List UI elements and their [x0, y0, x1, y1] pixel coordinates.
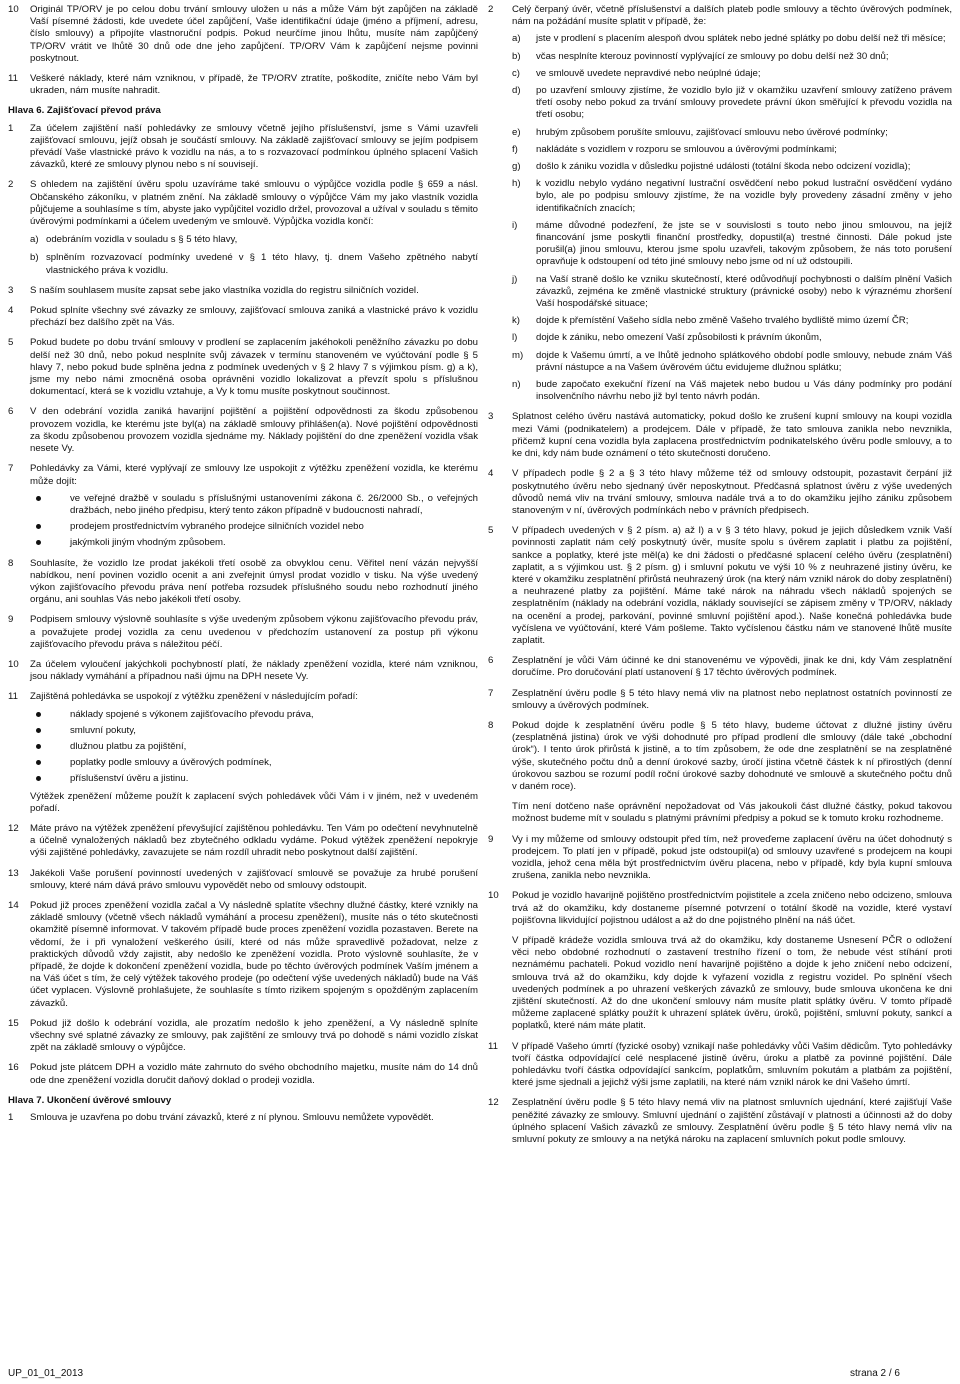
sub-item-label: b): [512, 50, 521, 62]
sub-item-l: [512, 332, 952, 344]
h6-paragraph-3: [8, 285, 478, 297]
list-item-text: prodejem prostřednictvím vybraného prodejce silničních vozidel nebo: [70, 521, 364, 533]
paragraph-number: 8: [488, 719, 494, 731]
sub-item-label: a): [512, 33, 521, 45]
footer-page-number: strana 2 / 6: [849, 1368, 900, 1379]
list-item: [30, 725, 478, 737]
paragraph-text: Souhlasíte, že vozidlo lze prodat jakékoli třetí osobě za obvyklou cenu. Věřitel není vázán nejvyšší nabídkou, není povinen vozidlo ocenit a ani zveřejnit úmysl prodat vozidlo v tisku. Na výše uvedený výkon zajišťovacího převodu práva není potřeba rozsudek příslušného soudu nebo rozhodnutí jiného orgánu, ani souhlas Vás nebo jakékoli třetí osoby.: [30, 557, 478, 606]
left-column: [8, 4, 478, 1132]
paragraph-number: 8: [8, 557, 14, 569]
h7-paragraph-7: [488, 688, 952, 712]
h7-paragraph-8: [488, 720, 952, 826]
sub-item-b: [512, 51, 952, 63]
paragraph-continuation: V případě krádeže vozidla smlouva trvá až do okamžiku, kdy dostaneme Usnesení PČR o odložení věci nebo obdobné rozhodnutí o zastavení trestního řízení o tom, že nebude vést stíhání proti neznámému pachateli. Pokud vozidlo není havarijně pojištěno a dojde k jeho zničení nebo odcizení, smlouva trvá až do okamžiku, kdy dojde k vyřazení vozidla z registru vozidel. Po splnění všech uvedených podmínek a po uhrazení veškerých závazků ze smlouvy, bude smlouva ukončena ke dni zjištění skutečností. Až do dne ukončení smlouvy nám musíte platit splátky úvěru. V tomto případě můžeme zaplacené splátky použít k uhrazení splátek úvěru, úroků, pojištění, smluvní pokuty, sankcí a poplatků, které nám máte platit.: [512, 935, 952, 1032]
sub-item-f: [512, 144, 952, 156]
sub-item-label: n): [512, 379, 521, 391]
sub-item-g: [512, 161, 952, 173]
h7-paragraph-6: [488, 655, 952, 679]
paragraph-number: 12: [488, 1097, 499, 1109]
paragraph-text: Jakékoli Vaše porušení povinností uvedených v zajišťovací smlouvě se považuje za hrubé porušení smlouvy, které nám dává právo smlouvu vypovědět nebo od smlouvy odstoupit.: [30, 867, 478, 891]
paragraph-number: 11: [8, 73, 18, 85]
sub-item-text: máme důvodné podezření, že jste se v souvislosti s touto nebo jinou smlouvou, na jejíž financování jsme poskytli finanční prostředky, dopustil(a) trestné činnosti. Dále pokud jste porušil(a) jinou smlouvu, kterou jsme spolu uzavřeli, takovým způsobem, že nás toto porušení opravňuje k odstoupení od této jiné smlouvy nebo jsme od ní už odstoupili.: [536, 219, 952, 268]
h7-paragraph-4: [488, 468, 952, 517]
paragraph-text: Zesplatnění úvěru podle § 5 této hlavy nemá vliv na platnost smluvních ujednání, které zajišťují Vaše peněžité závazky ze smlouvy. Smluvní ujednání o zajištění zůstávají v platnosti a účinnosti až do doby úplného splacení Vašich závazků ze smlouvy. Zesplatnění úvěru podle § 5 této hlavy nemá vliv na smluvní pokuty ze smlouvy a na netýká nároku na zaplacení smluvních pokut podle smlouvy.: [512, 1097, 952, 1146]
sub-item-label: a): [30, 234, 39, 246]
bullet-icon: [36, 496, 41, 501]
sub-item-text: hrubým způsobem porušíte smlouvu, zajišťovací smlouvu nebo úvěrové podmínky;: [536, 126, 888, 138]
sub-item-label: k): [512, 315, 520, 327]
h6-paragraph-8: [8, 558, 478, 607]
paragraph-text: Vy i my můžeme od smlouvy odstoupit před tím, než proveďeme zaplacení úvěru na účet dohodnutý s prodejcem. To platí jen v případě, pokud jste odstoupil(a) od smlouvy uzavřené s prodejcem na koupi vozidla, jehož cena měla být prostřednictvím úvěru placena, nebo v případě, kdy byla kupní smlouva zrušena, zanikla nebo nevznikla.: [512, 833, 952, 882]
h7-paragraph-1: [8, 1112, 478, 1124]
paragraph-number: 6: [488, 655, 494, 667]
paragraph-text: Veškeré náklady, které nám vzniknou, v případě, že TP/ORV ztratíte, poškodíte, zničíte nebo Vám byl ukraden, nám musíte nahradit.: [30, 73, 478, 97]
sub-item-text: došlo k zániku vozidla v důsledku pojistné události (totální škoda nebo odcizení vozidla);: [536, 161, 911, 173]
paragraph-text: Zajištěná pohledávka se uspokojí z výtěžku zpeněžení v následujícím pořadí:: [30, 691, 358, 703]
h7-paragraph-2: [488, 4, 952, 403]
paragraph-text: Za účelem vyloučení jakýchkoli pochybností platí, že náklady zpeněžení vozidla, které nám vzniknou, jsou náklady vymáhání a případnou naši újmu na DPH nesete Vy.: [30, 658, 478, 683]
paragraph-text: V případech uvedených v § 2 písm. a) až l) a v § 3 této hlavy, pokud je jejich důsledkem vznik Vaší povinnosti zaplatit nám celý poskytnutý úvěr, musíte spolu s úvěrem zaplatit i platbu za pojištění, sankce a poplatky, které jste měl(a) ke dni žádosti o předčasné splacení celého úvěru (zesplatnění) zaplatit, a s výjimkou ust. § 2 písm. g) i smluvní pokutu ve výši 10 % z neuhrazené jistiny úvěru, ke které v okamžiku zesplatnění přirůstá neuhrazený úrok (na který nám vznikl nárok do doby zesplatnění) a neuhrazené platby za pojištění. Máme také nárok na náhradu všech nákladů spojených se zesplatněním (náklady na odebrání vozidla, náklady související se zápisem změny v TP/ORV, náklady na ocenění a prodej, parkování, povinné smluvní pojištění apod.). Naše konečná pohledávka bude vyčíslena ve vyúčtování, které Vám pošleme. Takto vyčíslenou částku nám ve stanovené lhůtě musíte zaplatit.: [512, 525, 952, 646]
h6-paragraph-13: [8, 868, 478, 892]
paragraph-text: Pokud budete po dobu trvání smlouvy v prodlení se zaplacením jakéhokoli peněžního závazku po dobu delší než 30 dnů, nebo pokud nesplníte svůj závazek v termínu stanoveném ve vyúčtování podle § 5 hlavy 7, nebo pokud bude splněna jedna z podmínek uvedených v § 2 hlavy 7 s výjimkou písm. g) a k), jsme my nebo námi zmocněná osoba oprávněni vozidlo lokalizovat a převzít spolu s příslušnou dokumentací, která se k vozidlu vztahuje, a Vy k tomu musíte poskytnout součinnost.: [30, 337, 478, 398]
paragraph-text: Pohledávky za Vámi, které vyplývají ze smlouvy lze uspokojit z výtěžku zpeněžení vozidla, ke kterému může dojít:: [30, 463, 478, 487]
paragraph-text: Podpisem smlouvy výslovně souhlasíte s výše uvedeným způsobem výkonu zajišťovacího převodu práv, a považujete prodej vozidla za cenu uvedenou v předchozím ustanovení za postup při výkonu zajišťovacího převodu práva s náležitou péčí.: [30, 614, 478, 650]
h6-paragraph-11: [8, 691, 478, 815]
sub-item-k: [512, 315, 952, 327]
list-item-text: příslušenství úvěru a jistinu.: [70, 773, 189, 785]
sub-item-d: [512, 85, 952, 122]
bullet-icon: [36, 776, 41, 781]
sub-item-text: po uzavření smlouvy zjistíme, že vozidlo bylo již v okamžiku uzavření smlouvy zatíženo právem třetí osoby nebo pokud za trvání smlouvy provedete právní úkon směřující k převodu vozidla na třetí osobu;: [536, 85, 952, 121]
paragraph-number: 1: [8, 122, 14, 134]
paragraph-text: Celý čerpaný úvěr, včetně příslušenství a dalších plateb podle smlouvy a těchto úvěrových podmínek, nám na požádání musíte splatit v případě, že:: [512, 4, 952, 28]
list-item: [30, 537, 478, 549]
list-item-text: jakýmkoli jiným vhodným způsobem.: [70, 537, 226, 549]
paragraph-number: 12: [8, 822, 19, 834]
sub-item-m: [512, 350, 952, 374]
paragraph-number: 3: [488, 411, 494, 423]
sub-item-text: na Vaší straně došlo ke vzniku skutečností, které odůvodňují pochybnosti o dalším plnění Vašich závazků, zejména ke změně vlastnické struktury (právnické osoby) nebo k výraznému zhoršení Vaší hospodářské situace;: [536, 273, 952, 310]
h6-paragraph-4: [8, 305, 478, 329]
paragraph-text: Originál TP/ORV je po celou dobu trvání smlouvy uložen u nás a může Vám být zapůjčen na základě Vaší písemné žádosti, kde uvedete účel zapůjčení, Vaše identifikační údaje (jméno a příjmení, adresu, číslo smlouvy) a připojíte vlastnoruční podpis. Pokud neurčíme jinou lhůtu, musíte nám zapůjčený TP/ORV vrátit ve lhůtě 30 dnů ode dne jeho zapůjčení. TP/ORV Vám k zapůjčení nejsme povinni poskytnout.: [30, 4, 478, 64]
h6-paragraph-12: [8, 823, 478, 860]
sub-item-text: včas nesplníte kterouz povinností vyplývající ze smlouvy po dobu delší než 30 dnů;: [536, 50, 889, 62]
paragraph-text: Za účelem zajištění naší pohledávky ze smlouvy včetně jejího příslušenství, jsme s Vámi uzavřeli zajišťovací smlouvu, jejíž obsah je součástí smlouvy. Na základě zajišťovací smlouvy se jejím podpisem převádí Vaše vlastnické právo k vozidlu na nás, a to s rozvazovací podmínkou úplného splacení Vašich závazků, které ze smlouvy plynou nebo s ní souvisejí.: [30, 122, 478, 171]
sub-item-c: [512, 68, 952, 80]
paragraph-number: 9: [488, 833, 494, 845]
paragraph-text: V den odebrání vozidla zaniká havarijní pojištění a pojištění odpovědnosti za škodu způsobenou provozem vozidla, ke kterému jste byl(a) na základě smlouvy přihlášen(a). Nové pojištění odpovědnosti za škodu způsobenou provozem vozidla sjednáme my. Náklady pojištění do dne zpeněžení vozidla však nesete Vy.: [30, 406, 478, 455]
sub-item-h: [512, 178, 952, 215]
sub-item-label: l): [512, 332, 518, 344]
paragraph-text: V případech podle § 2 a § 3 této hlavy můžeme též od smlouvy odstoupit, pozastavit čerpání již poskytnutého úvěru nebo sjednaný úvěr neposkytnout. Předčasná splatnost úvěru z výše uvedených důvodů nemá vliv na trvání smlouvy, smlouva nadále trvá a to do okamžiku jejího zániku způsobem stanoveným v ní, úvěrových podmínkách nebo v právních předpisech.: [512, 468, 952, 516]
paragraph-text: Splatnost celého úvěru nastává automaticky, pokud došlo ke zrušení kupní smlouvy na koupi vozidla mezi Vámi (podnikatelem) a prodejcem. Dále v případě, že tato smlouva zanikla nebo nevznikla, přičemž kupní cena vozidla byla zaplacena prostřednictvím podnikatelského úvěru podle smlouvy, a to ke dni, kdy nám bude oznámení o této skutečnosti doručeno.: [512, 411, 952, 460]
bullet-icon: [36, 712, 41, 717]
bullet-icon: [36, 540, 41, 545]
footer-document-code: UP_01_01_2013: [8, 1368, 84, 1379]
paragraph-number: 2: [488, 4, 494, 15]
paragraph-number: 9: [8, 614, 14, 626]
list-item: [30, 773, 478, 785]
right-column: [488, 4, 952, 1154]
sub-item-label: m): [512, 349, 524, 361]
sub-item-e: [512, 127, 952, 139]
h6-paragraph-14: [8, 900, 478, 1010]
h6-paragraph-7: [8, 463, 478, 549]
sub-item-a: [30, 234, 478, 246]
paragraph-number: 13: [8, 867, 19, 879]
bullet-icon: [36, 728, 41, 733]
h7-paragraph-9: [488, 834, 952, 883]
list-item: [30, 709, 478, 721]
paragraph-text: Máte právo na výtěžek zpeněžení převyšující zajištěnou pohledávku. Ten Vám po odečtení nevyhnutelně a účelně vynaložených nákladů bez zbytečného odkladu vydáme. Pokud výtěžek zpeněžení nepokryje výši zajištěné pohledávky, zavazujete se nám rozdíl uhradit nebo poskytnout další zajištění.: [30, 822, 478, 859]
sub-item-text: jste v prodlení s placením alespoň dvou splátek nebo jedné splátky po dobu delší než tři měsíce;: [536, 33, 946, 45]
paragraph-number: 5: [8, 337, 14, 349]
sub-item-label: e): [512, 126, 521, 138]
list-item-text: dlužnou platbu za pojištění,: [70, 740, 187, 752]
h7-paragraph-11: [488, 1041, 952, 1090]
paragraph-continuation: Výtěžek zpeněžení můžeme použít k zaplacení svých pohledávek vůči Vám i v jiném, než v uvedeném pořadí.: [30, 790, 478, 814]
paragraph-number: 10: [8, 658, 19, 670]
paragraph-text: Smlouva je uzavřena po dobu trvání závazků, které z ní plynou. Smlouvu nemůžete vypovědět.: [30, 1112, 434, 1124]
sub-item-j: [512, 274, 952, 311]
paragraph-text: Pokud splníte všechny své závazky ze smlouvy, zajišťovací smlouva zaniká a vlastnické právo k vozidlu přechází bez dalšího zpět na Vás.: [30, 305, 478, 329]
h6-paragraph-15: [8, 1018, 478, 1055]
h7-paragraph-3: [488, 411, 952, 460]
sub-item-label: h): [512, 178, 521, 190]
paragraph-text: Pokud již proces zpeněžení vozidla začal a Vy následně splatíte všechny dlužné částky, které vznikly na základě smlouvy (včetně všech nákladů vymáhání a procesu zpeněžení), musíte nás o této skutečnosti okamžitě písemně informovat. V takovém případě bude proces zpeněžení vozidla pozastaven. Berete na vědomí, že i při vynaložení veškerého úsilí, které od nás může spravedlivě požadovat, nelze z praktických důvodů vždy zajistit, aby nedošlo ke zpeněžení vozidla. Proto výslovně souhlasíte, že v případě, že dojde k dokončení zpeněžení vozidla, bude po těchto úvěrových podmínek Vaším jménem a na Váš účet s tím, že celý výtěžek takového prodeje (po odečtení výše uvedených nákladů) bude na Váš účet vyplacen. Výslovně prohlašujete, že souhlasíte s tímto rizikem spojeným s opožděným zaplacením závazků.: [30, 899, 478, 1009]
list-item-text: náklady spojené s výkonem zajišťovacího převodu práva,: [70, 708, 314, 720]
paragraph-text: Pokud jste plátcem DPH a vozidlo máte zahrnuto do svého obchodního majetku, musíte nám do 14 dnů ode dne zpeněžení vozidla doručit daňový doklad o prodeji vozidla.: [30, 1062, 478, 1086]
bullet-icon: [36, 524, 41, 529]
paragraph-number: 7: [488, 687, 494, 699]
list-item-text: poplatky podle smlouvy a úvěrových podmínek,: [70, 757, 272, 769]
list-item-text: smluvní pokuty,: [70, 724, 136, 736]
sub-item-text: bude započato exekuční řízení na Váš majetek nebo budou u Vás dány podmínky pro podání insolvenčního návrhu nebo již byl tento návrh podán.: [536, 379, 952, 403]
sub-item-n: [512, 379, 952, 403]
paragraph-number: 14: [8, 899, 19, 911]
section-heading-6: Hlava 6. Zajišťovací převod práva: [8, 105, 161, 117]
sub-item-text: dojde k zániku, nebo omezení Vaší způsobilosti k právním úkonům,: [536, 332, 822, 344]
sub-item-label: i): [512, 219, 518, 231]
sub-item-label: c): [512, 67, 520, 79]
paragraph-number: 3: [8, 284, 14, 296]
h6-paragraph-5: [8, 337, 478, 398]
list-item: [30, 521, 478, 533]
paragraph-number: 1: [8, 1112, 14, 1124]
h7-paragraph-10: [488, 890, 952, 1032]
paragraph-text: Pokud již došlo k odebrání vozidla, ale prozatím nedošlo k jeho zpeněžení, a Vy následně splníte všechny své splatné závazky ze smlouvy, pak zajištění ze smlouvy trvá po dohodě s námi vozidlo získat zpět na základě smlouvy o výpůjčce.: [30, 1017, 478, 1054]
sub-item-text: dojde k Vašemu úmrtí, a ve lhůtě jednoho splátkového období podle smlouvy, nebude znám Váš právní nástupce a na Vašem úvěrovém účtu evidujeme dlužnou splátku;: [536, 349, 952, 373]
paragraph-number: 6: [8, 406, 14, 418]
sub-item-text: ve smlouvě uvedete nepravdivé nebo neúplné údaje;: [536, 67, 761, 79]
sub-item-text: dojde k přemístění Vašeho sídla nebo změně Vašeho trvalého bydliště mimo území ČR;: [536, 315, 909, 327]
section-heading-7: Hlava 7. Ukončení úvěrové smlouvy: [8, 1094, 172, 1106]
h6-paragraph-10: [8, 659, 478, 683]
paragraph-number: 10: [488, 890, 499, 902]
paragraph-text: Zesplatnění úvěru podle § 5 této hlavy nemá vliv na platnost nebo neplatnost ostatních povinností ze smlouvy a úvěrových podmínek.: [512, 687, 952, 711]
paragraph-text: S naším souhlasem musíte zapsat sebe jako vlastníka vozidla do registru silničních vozidel.: [30, 284, 419, 296]
bullet-icon: [36, 760, 41, 765]
sub-item-label: g): [512, 161, 521, 173]
sub-item-a: [512, 33, 952, 45]
paragraph-text: Pokud je vozidlo havarijně pojištěno prostřednictvím pojistitele a zcela zničeno nebo odcizeno, smlouva trvá až do okamžiku, kdy dostaneme písemné potvrzení o totální škodě na vozidle, které vystaví pojišťovna likvidující pojistnou událost a až do dne pojistného plnění na náš účet.: [512, 890, 952, 926]
paragraph-text: S ohledem na zajištění úvěru spolu uzavíráme také smlouvu o výpůjčce vozidla podle § 659 a násl. Občanského zákoníku, v platném znění. Na základě smlouvy o výpůjčce Vám my jako vlastník vozidla půjčujeme a souhlasíme s tím, abyste jako vypůjčitel vozidlo držel, provozoval a užíval v souladu s těmito úvěrovými podmínkami a účelem uvedeným ve smlouvě. Výpůjčka vozidla končí:: [30, 179, 478, 228]
h6-paragraph-16: [8, 1062, 478, 1086]
sub-item-text: odebráním vozidla v souladu s § 5 této hlavy,: [46, 234, 238, 246]
paragraph-number: 15: [8, 1017, 19, 1029]
paragraph-11: [8, 73, 478, 97]
sub-item-label: j): [512, 273, 518, 285]
paragraph-number: 2: [8, 179, 14, 191]
paragraph-number: 5: [488, 525, 494, 537]
paragraph-number: 7: [8, 463, 14, 475]
paragraph-number: 4: [8, 305, 14, 317]
bullet-list: [30, 493, 478, 550]
sub-item-label: f): [512, 143, 518, 155]
paragraph-10: [8, 4, 478, 65]
bullet-icon: [36, 744, 41, 749]
paragraph-number: 4: [488, 468, 494, 480]
sub-item-text: splněním rozvazovací podmínky uvedené v § 1 této hlavy, tj. dnem Vašeho zpětného nabytí vlastnického práva k vozidlu.: [46, 252, 478, 276]
list-item: [30, 493, 478, 517]
sub-item-text: nakládáte s vozidlem v rozporu se smlouvou a úvěrovými podmínkami;: [536, 143, 837, 155]
bullet-list: [30, 709, 478, 786]
h7-paragraph-5: [488, 525, 952, 647]
paragraph-text: Zesplatnění je vůči Vám účinné ke dni stanovenému ve výpovědi, jinak ke dni, kdy Vám zesplatnění doručíme. Pro doručování platí ustanovení § 17 těchto úvěrových podmínek.: [512, 655, 952, 679]
sub-item-b: [30, 252, 478, 276]
list-item-text: ve veřejné dražbě v souladu s příslušnými ustanoveními zákona č. 26/2000 Sb., o veřejných dražbách, nebo jiného předpisu, který tento zákon případně v budoucnosti nahradí,: [70, 492, 478, 516]
list-item: [30, 741, 478, 753]
paragraph-number: 10: [8, 4, 19, 15]
h6-paragraph-1: [8, 123, 478, 172]
h6-paragraph-9: [8, 614, 478, 651]
h7-paragraph-12: [488, 1097, 952, 1146]
paragraph-continuation: Tím není dotčeno naše oprávnění nepožadovat od Vás jakoukoli část dlužné částky, pokud takovou možnost budeme mít v souladu s platnými právními předpisy a pokud se k tomuto kroku rozhodneme.: [512, 801, 952, 825]
h6-paragraph-6: [8, 406, 478, 455]
sub-item-label: b): [30, 252, 39, 264]
sub-item-i: [512, 220, 952, 269]
paragraph-text: V případě Vašeho úmrtí (fyzické osoby) vznikají naše pohledávky vůči Vašim dědicům. Tyto pohledávky tvoří částka odpovídající celé nesplacené jistině úvěru, úroku a platbě za povinné pojištění. Dále pohledávku tvoří částka odpovídající sankcím, poplatkům, smluvním pokutám a platbám za pojištění, které jsme sjednali a jejichž výši jsme zaplatili, na které nám vznikl nárok ke dni Vašeho úmrtí.: [512, 1040, 952, 1089]
sub-item-label: d): [512, 85, 521, 97]
h6-paragraph-2: [8, 179, 478, 276]
paragraph-number: 11: [488, 1040, 498, 1052]
paragraph-number: 11: [8, 691, 18, 703]
list-item: [30, 757, 478, 769]
paragraph-text: Pokud dojde k zesplatnění úvěru podle § 5 této hlavy, budeme účtovat z dlužné jistiny úvěru (zesplatněná jistina) úrok ve výši dohodnuté pro případ prodlení dle smlouvy (dále také „obchodní úrok“). I tento úrok přirůstá k jistině, a to tím způsobem, že ode dne zesplatnění se na zesplatněné výše, skutečného počtu dnů a denní úrokové sazby, úročí jistina včetně částek k ní přirostlých (denní úrokovou sazbou se rozumí podíl roční úrokové sazby dohodnuté ve smlouvě a skutečného počtu dnů v daném roce).: [512, 719, 952, 792]
paragraph-number: 16: [8, 1062, 19, 1074]
sub-item-text: k vozidlu nebylo vydáno negativní lustrační osvědčení nebo pokud lustrační osvědčení vydáno bylo, ale po podpisu smlouvy zjistíme, že na vozidle byly provedeny zásadní změny v jeho identifikačních znacích;: [536, 178, 952, 214]
